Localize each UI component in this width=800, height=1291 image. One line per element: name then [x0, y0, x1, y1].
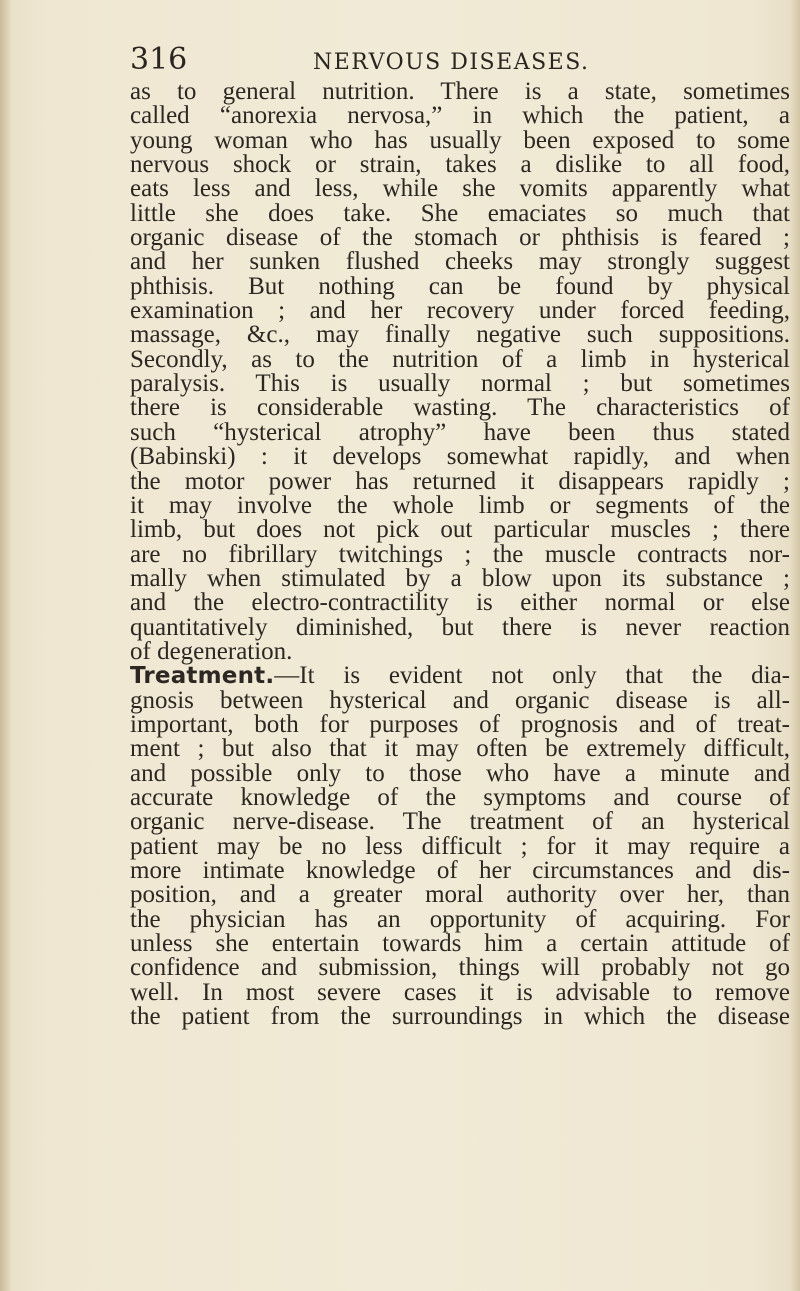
text-line: organic nerve-disease. The treatment of an hysterical [130, 808, 790, 836]
text-line: such “hysterical atrophy” have been thus stated [130, 418, 790, 446]
text-line: there is considerable wasting. The characteristics of [130, 394, 790, 422]
text-line: accurate knowledge of the symptoms and course of [130, 783, 790, 811]
text-line: little she does take. She emaciates so much that [130, 199, 790, 227]
section-heading-treatment: Treatment. [130, 663, 275, 690]
text-line: organic disease of the stomach or phthisis is feared ; [130, 224, 790, 252]
text-line: massage, &c., may finally negative such suppositions. [130, 321, 790, 349]
treatment-paragraph-first-line [130, 664, 790, 688]
text-line: ment ; but also that it may often be extremely difficult, [130, 735, 790, 763]
body-text [130, 80, 790, 1029]
text-line: are no fibrillary twitchings ; the muscle contracts nor- [130, 540, 790, 568]
text-line: well. In most severe cases it is advisable to remove [130, 978, 790, 1006]
treatment-first-line-text: —It is evident not only that the dia- [274, 662, 790, 690]
text-line: position, and a greater moral authority over her, than [130, 881, 790, 909]
text-line: Secondly, as to the nutrition of a limb in hysterical [130, 345, 790, 373]
running-head: NERVOUS DISEASES. [313, 50, 590, 75]
text-line: phthisis. But nothing can be found by physical [130, 272, 790, 300]
text-line: young woman who has usually been exposed to some [130, 126, 790, 154]
text-line: paralysis. This is usually normal ; but sometimes [130, 370, 790, 398]
text-line: unless she entertain towards him a certain attitude of [130, 930, 790, 958]
text-line: it may involve the whole limb or segments of the [130, 491, 790, 519]
text-line: and the electro-contractility is either normal or else [130, 589, 790, 617]
text-line: more intimate knowledge of her circumstances and dis- [130, 857, 790, 884]
text-line: confidence and submission, things will probably not go [130, 954, 790, 982]
paragraph-end-line: of degeneration. [130, 637, 293, 665]
text-line: nervous shock or strain, takes a dislike to all food, [130, 151, 790, 179]
text-line: patient may be no less difficult ; for it may require a [130, 832, 790, 860]
text-line: quantitatively diminished, but there is never reaction [130, 613, 790, 641]
text-line: mally when stimulated by a blow upon its substance ; [130, 564, 790, 592]
text-line: and possible only to those who have a minute and [130, 759, 790, 787]
text-line: gnosis between hysterical and organic disease is all- [130, 686, 790, 714]
text-line: limb, but does not pick out particular muscles ; there [130, 516, 790, 544]
text-line: eats less and less, while she vomits apparently what [130, 175, 790, 203]
text-line: (Babinski) : it develops somewhat rapidly, and when [130, 443, 790, 471]
text-line: the physician has an opportunity of acquiring. For [130, 905, 790, 933]
text-line: important, both for purposes of prognosis and of treat- [130, 710, 790, 738]
text-line: the motor power has returned it disappears rapidly ; [130, 467, 790, 495]
page-number: 316 [130, 42, 188, 77]
text-line: as to general nutrition. There is a state, sometimes [130, 78, 790, 105]
page-right-edge-shadow [790, 0, 800, 1291]
text-line: examination ; and her recovery under forced feeding, [130, 297, 790, 325]
text-line: called “anorexia nervosa,” in which the patient, a [130, 102, 790, 130]
page-left-edge-shadow [0, 0, 12, 1291]
text-line: the patient from the surroundings in which the disease [130, 1003, 790, 1031]
text-line: and her sunken flushed cheeks may strongly suggest [130, 248, 790, 276]
